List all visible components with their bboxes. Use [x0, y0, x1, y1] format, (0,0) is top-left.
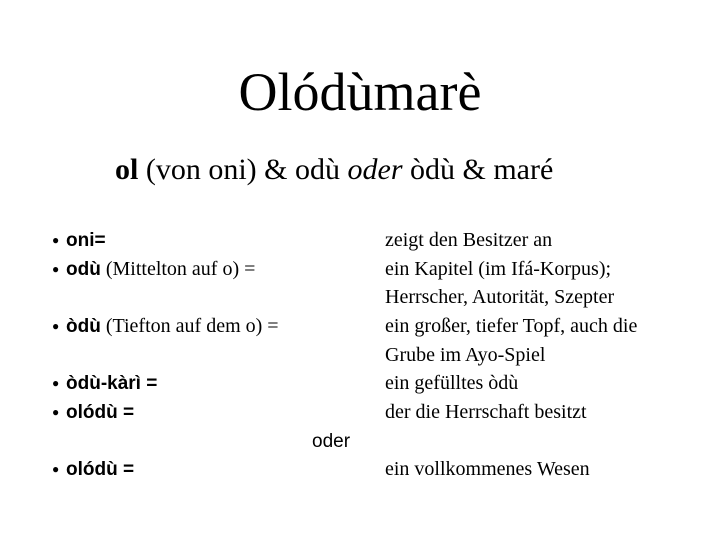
definition-line: Herrscher, Autorität, Szepter	[385, 286, 615, 308]
slide-title: Olódùmarè	[238, 62, 482, 122]
etymology-root: ol	[115, 153, 139, 186]
term-odu: ● odù (Mittelton auf o) =	[52, 258, 256, 280]
bullet-icon: ●	[52, 405, 60, 419]
bullet-icon: ●	[52, 233, 60, 247]
definition-line: ein Kapitel (im Ifá-Korpus);	[385, 258, 612, 280]
bullet-icon: ●	[52, 262, 60, 276]
term-oni: ● oni=	[52, 230, 106, 251]
oder-connector: oder	[312, 431, 351, 452]
definition-line: Grube im Ayo-Spiel	[385, 344, 546, 366]
definition-line: ein gefülltes òdù	[385, 372, 519, 394]
term-odu-low-tone: ● òdù (Tiefton auf dem o) =	[52, 315, 279, 337]
etymology-oder: oder	[347, 153, 403, 186]
definition-line: zeigt den Besitzer an	[385, 229, 553, 251]
term-olodu-1: ● olódù =	[52, 402, 135, 423]
bullet-icon: ●	[52, 319, 60, 333]
definition-line: ein großer, tiefer Topf, auch die	[385, 315, 638, 337]
bullet-icon: ●	[52, 462, 60, 476]
term-olodu-2: ● olódù =	[52, 459, 135, 480]
etymology-text: (von oni) & odù	[138, 153, 348, 186]
etymology-text-end: òdù & maré	[402, 153, 554, 186]
term-odu-kari: ● òdù-kàrì =	[52, 373, 158, 394]
etymology-line	[115, 152, 553, 188]
definition-line: der die Herrschaft besitzt	[385, 401, 587, 423]
definition-line: ein vollkommenes Wesen	[385, 458, 590, 480]
bullet-icon: ●	[52, 376, 60, 390]
